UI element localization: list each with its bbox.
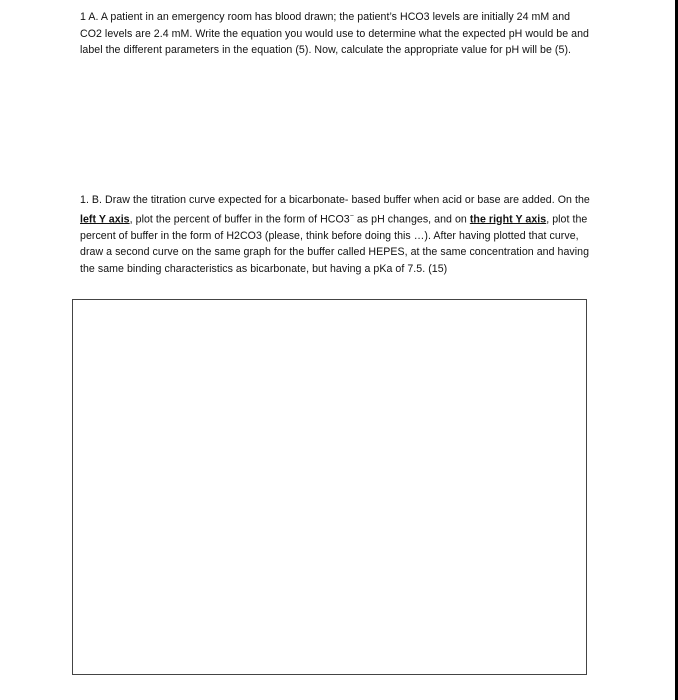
question-1b-text-part1: 1. B. Draw the titration curve expected for a bicarbonate- based buffer when acid or base are added. On the <box>80 194 590 206</box>
question-1b-text-part3: as pH changes, and on <box>353 213 470 226</box>
question-1b-text-part2: , plot the percent of buffer in the form of HCO3 <box>129 213 350 226</box>
question-1a-text: 1 A. A patient in an emergency room has blood drawn; the patient’s HCO3 levels are initially 24 mM and CO2 levels are 2.4 mM. Write the equation you would use to determine what the expected pH would be and label the different parameters in the equation (5). Now, calculate the appropriate value for pH will be (5). <box>80 11 589 56</box>
question-1a <box>80 9 592 59</box>
charge-superscript: − <box>349 212 354 220</box>
question-1b-text-part4: , plot the percent of buffer in the form of H2CO3 (please, think before doing this …). After having plotted that curve, draw a second curve on the same graph for the buffer called HEPES, at the same concentration and having the same binding characteristics as bicarbonate, but having a pKa of 7.5. (15) <box>80 213 590 275</box>
left-y-axis-emphasis: left Y axis <box>80 213 130 226</box>
question-1b <box>80 192 592 277</box>
right-y-axis-emphasis: the right Y axis <box>469 213 547 226</box>
answer-drawing-box[interactable] <box>72 299 587 675</box>
